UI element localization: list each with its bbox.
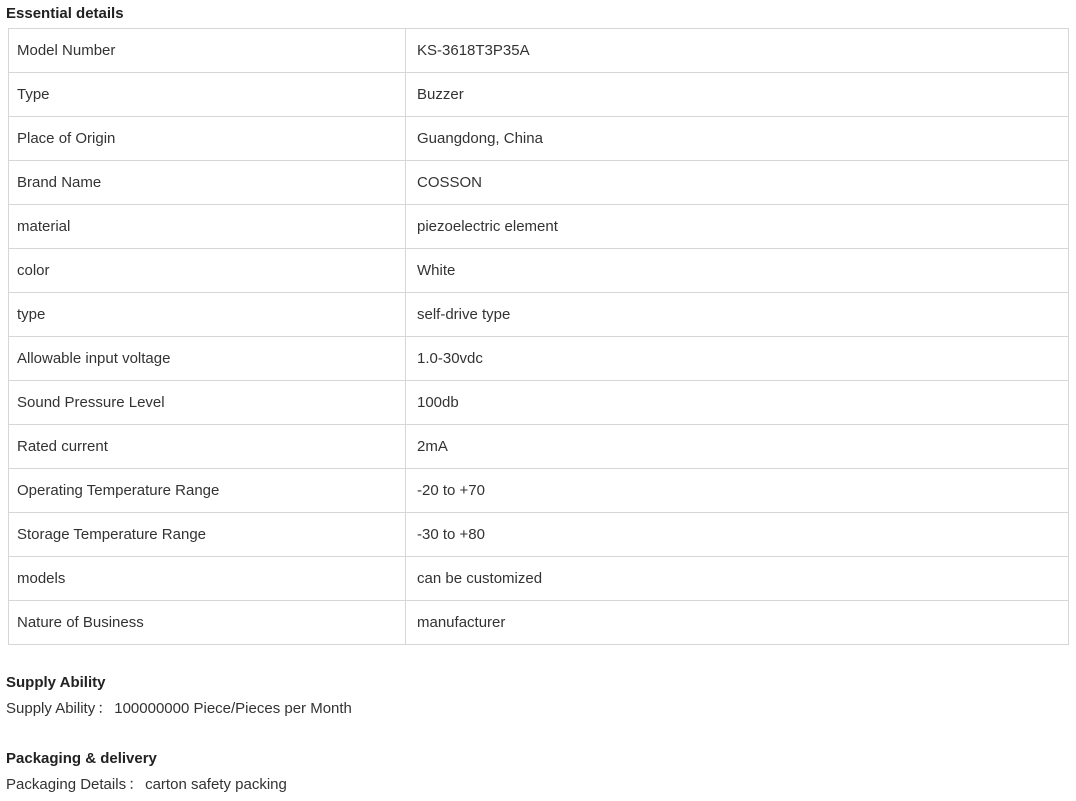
spec-label: Rated current bbox=[9, 425, 406, 469]
table-row bbox=[9, 425, 1069, 469]
table-row bbox=[9, 73, 1069, 117]
spec-value: Buzzer bbox=[406, 73, 1069, 117]
spec-label: Nature of Business bbox=[9, 601, 406, 645]
table-row bbox=[9, 249, 1069, 293]
table-row bbox=[9, 601, 1069, 645]
table-row bbox=[9, 337, 1069, 381]
supply-ability-line bbox=[6, 699, 1067, 718]
table-row bbox=[9, 29, 1069, 73]
spec-value: -30 to +80 bbox=[406, 513, 1069, 557]
spec-label: models bbox=[9, 557, 406, 601]
spec-value: Guangdong, China bbox=[406, 117, 1069, 161]
supply-ability-title: Supply Ability bbox=[6, 674, 106, 691]
supply-ability-label: Supply Ability bbox=[6, 700, 96, 717]
packaging-details-value: carton safety packing bbox=[145, 776, 287, 793]
packaging-delivery-title: Packaging & delivery bbox=[6, 750, 157, 767]
spec-label: Type bbox=[9, 73, 406, 117]
table-row bbox=[9, 557, 1069, 601]
spec-value: 2mA bbox=[406, 425, 1069, 469]
spec-label: Storage Temperature Range bbox=[9, 513, 406, 557]
table-row bbox=[9, 117, 1069, 161]
table-row bbox=[9, 161, 1069, 205]
spec-label: Place of Origin bbox=[9, 117, 406, 161]
spec-value: 100db bbox=[406, 381, 1069, 425]
supply-ability-value: 100000000 Piece/Pieces per Month bbox=[114, 700, 352, 717]
table-row bbox=[9, 381, 1069, 425]
spec-label: Operating Temperature Range bbox=[9, 469, 406, 513]
spec-label: Allowable input voltage bbox=[9, 337, 406, 381]
spec-label: material bbox=[9, 205, 406, 249]
spec-value: -20 to +70 bbox=[406, 469, 1069, 513]
spec-value: COSSON bbox=[406, 161, 1069, 205]
colon-separator: ： bbox=[128, 776, 144, 793]
table-row bbox=[9, 513, 1069, 557]
table-row bbox=[9, 293, 1069, 337]
spec-value: can be customized bbox=[406, 557, 1069, 601]
spec-value: piezoelectric element bbox=[406, 205, 1069, 249]
essential-details-table bbox=[8, 28, 1069, 645]
spec-value: 1.0-30vdc bbox=[406, 337, 1069, 381]
spec-value: self-drive type bbox=[406, 293, 1069, 337]
table-row bbox=[9, 469, 1069, 513]
essential-details-title: Essential details bbox=[6, 5, 124, 22]
spec-value: KS-3618T3P35A bbox=[406, 29, 1069, 73]
spec-label: Model Number bbox=[9, 29, 406, 73]
spec-label: type bbox=[9, 293, 406, 337]
supply-ability-section bbox=[6, 675, 1067, 718]
spec-label: Brand Name bbox=[9, 161, 406, 205]
packaging-details-line bbox=[6, 775, 1067, 794]
colon-separator: ： bbox=[97, 700, 113, 717]
spec-value: manufacturer bbox=[406, 601, 1069, 645]
spec-value: White bbox=[406, 249, 1069, 293]
spec-label: Sound Pressure Level bbox=[9, 381, 406, 425]
spec-label: color bbox=[9, 249, 406, 293]
table-row bbox=[9, 205, 1069, 249]
packaging-delivery-section bbox=[6, 751, 1067, 794]
packaging-details-label: Packaging Details bbox=[6, 776, 127, 793]
